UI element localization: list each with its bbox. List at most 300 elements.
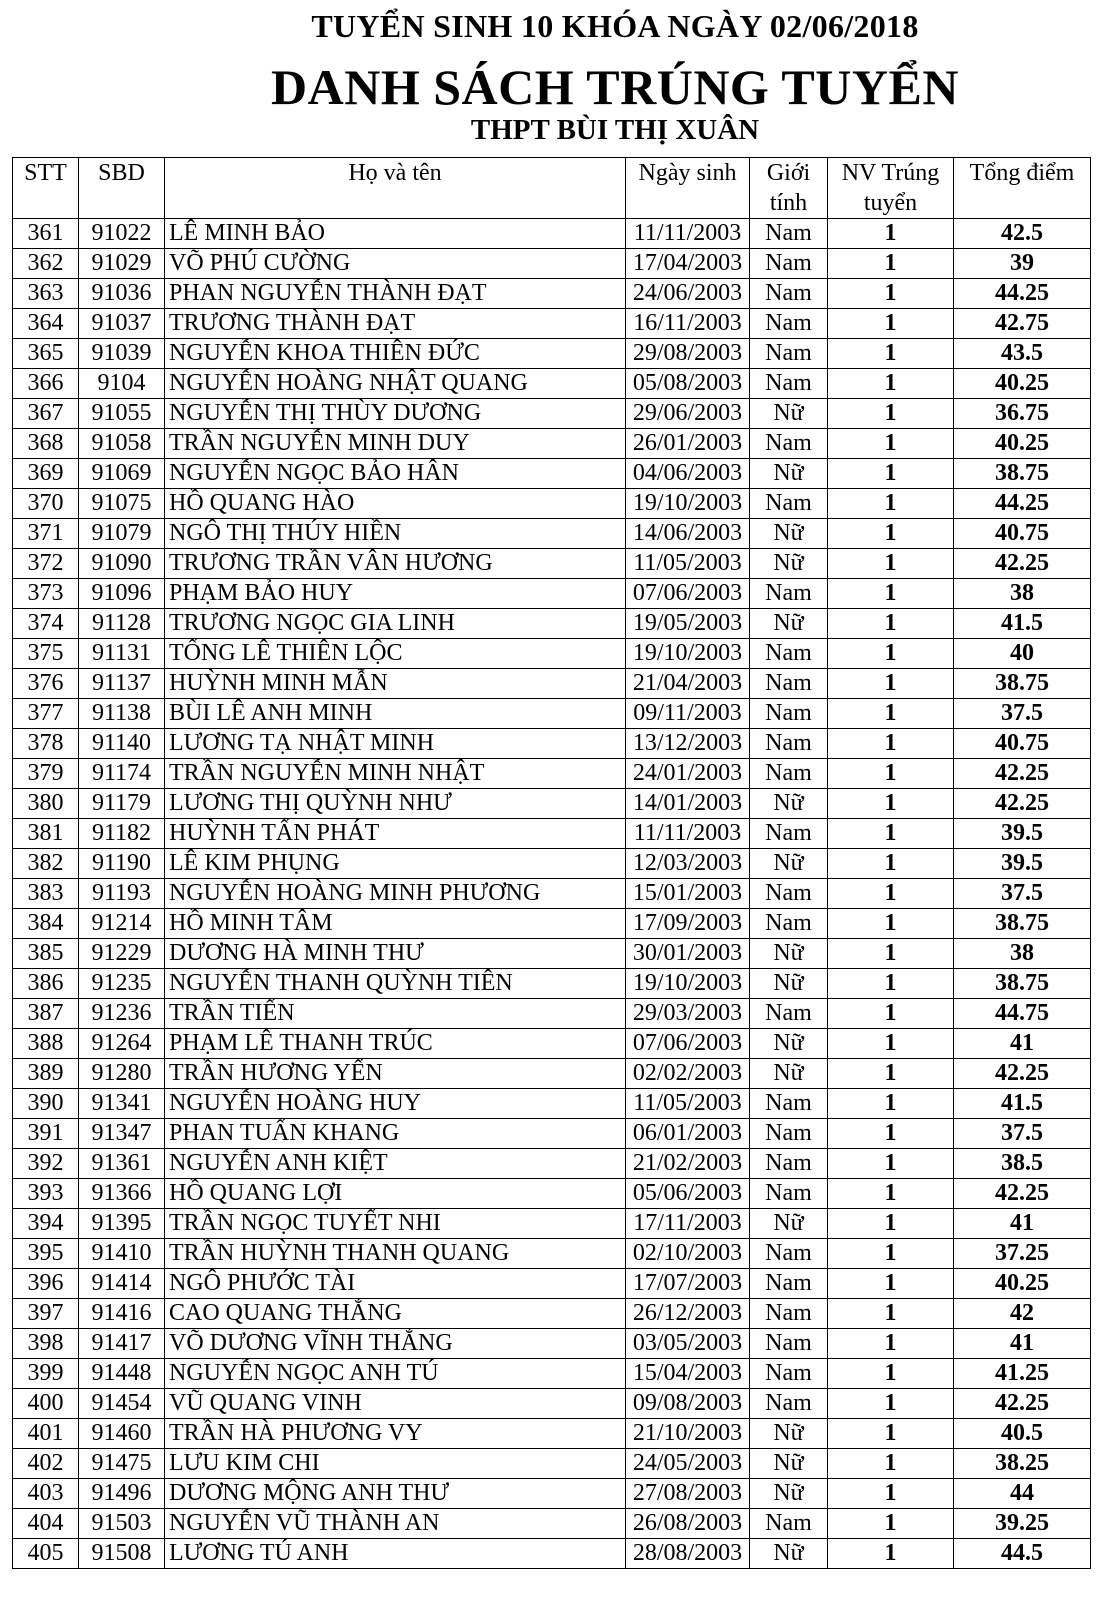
- table-row: [13, 1539, 1091, 1569]
- table-row: [13, 579, 1091, 609]
- cell-name: PHAN TUẤN KHANG: [165, 1119, 626, 1149]
- cell-sbd: 91347: [79, 1119, 165, 1149]
- cell-nv: 1: [828, 1029, 954, 1059]
- cell-name: DƯƠNG HÀ MINH THƯ: [165, 939, 626, 969]
- cell-points: 41: [954, 1209, 1091, 1239]
- cell-stt: 369: [13, 459, 79, 489]
- cell-name: TRẦN HƯƠNG YẾN: [165, 1059, 626, 1089]
- cell-stt: 361: [13, 219, 79, 249]
- cell-sbd: 91410: [79, 1239, 165, 1269]
- cell-stt: 368: [13, 429, 79, 459]
- cell-dob: 07/06/2003: [626, 579, 750, 609]
- cell-sex: Nữ: [750, 399, 828, 429]
- table-row: [13, 1239, 1091, 1269]
- cell-stt: 398: [13, 1329, 79, 1359]
- cell-sex: Nữ: [750, 1059, 828, 1089]
- cell-sbd: 91416: [79, 1299, 165, 1329]
- cell-name: BÙI LÊ ANH MINH: [165, 699, 626, 729]
- cell-dob: 11/05/2003: [626, 1089, 750, 1119]
- cell-sbd: 91058: [79, 429, 165, 459]
- cell-sex: Nam: [750, 579, 828, 609]
- cell-sex: Nam: [750, 1179, 828, 1209]
- cell-points: 44: [954, 1479, 1091, 1509]
- cell-name: VÕ DƯƠNG VĨNH THẮNG: [165, 1329, 626, 1359]
- table-row: [13, 909, 1091, 939]
- cell-sbd: 91039: [79, 339, 165, 369]
- cell-dob: 12/03/2003: [626, 849, 750, 879]
- cell-name: TRƯƠNG TRẦN VÂN HƯƠNG: [165, 549, 626, 579]
- cell-sbd: 91417: [79, 1329, 165, 1359]
- cell-points: 39.5: [954, 819, 1091, 849]
- cell-name: HỒ MINH TÂM: [165, 909, 626, 939]
- cell-sex: Nam: [750, 879, 828, 909]
- cell-dob: 19/05/2003: [626, 609, 750, 639]
- cell-sex: Nữ: [750, 609, 828, 639]
- cell-points: 37.5: [954, 1119, 1091, 1149]
- cell-stt: 382: [13, 849, 79, 879]
- cell-nv: 1: [828, 1449, 954, 1479]
- cell-stt: 387: [13, 999, 79, 1029]
- cell-stt: 375: [13, 639, 79, 669]
- cell-dob: 05/06/2003: [626, 1179, 750, 1209]
- cell-sex: Nam: [750, 729, 828, 759]
- table-row: [13, 969, 1091, 999]
- table-row: [13, 1179, 1091, 1209]
- cell-nv: 1: [828, 639, 954, 669]
- cell-nv: 1: [828, 399, 954, 429]
- cell-points: 38.75: [954, 459, 1091, 489]
- cell-dob: 05/08/2003: [626, 369, 750, 399]
- cell-dob: 19/10/2003: [626, 969, 750, 999]
- cell-nv: 1: [828, 1239, 954, 1269]
- cell-name: LÊ MINH BẢO: [165, 219, 626, 249]
- cell-nv: 1: [828, 1419, 954, 1449]
- table-row: [13, 219, 1091, 249]
- cell-sbd: 91475: [79, 1449, 165, 1479]
- table-row: [13, 1269, 1091, 1299]
- cell-sbd: 91075: [79, 489, 165, 519]
- cell-dob: 02/10/2003: [626, 1239, 750, 1269]
- cell-name: NGUYỄN HOÀNG HUY: [165, 1089, 626, 1119]
- cell-sex: Nữ: [750, 789, 828, 819]
- cell-sex: Nam: [750, 1269, 828, 1299]
- cell-sbd: 91236: [79, 999, 165, 1029]
- cell-dob: 07/06/2003: [626, 1029, 750, 1059]
- cell-nv: 1: [828, 549, 954, 579]
- cell-sex: Nam: [750, 669, 828, 699]
- cell-sex: Nam: [750, 339, 828, 369]
- cell-nv: 1: [828, 339, 954, 369]
- cell-sbd: 91131: [79, 639, 165, 669]
- cell-dob: 26/12/2003: [626, 1299, 750, 1329]
- admission-table: [12, 157, 1091, 1569]
- cell-stt: 367: [13, 399, 79, 429]
- cell-sbd: 91036: [79, 279, 165, 309]
- cell-nv: 1: [828, 1089, 954, 1119]
- cell-dob: 14/01/2003: [626, 789, 750, 819]
- column-header-sex-line2: tính: [769, 190, 808, 216]
- cell-dob: 29/08/2003: [626, 339, 750, 369]
- cell-stt: 397: [13, 1299, 79, 1329]
- cell-name: PHẠM BẢO HUY: [165, 579, 626, 609]
- cell-name: TỐNG LÊ THIÊN LỘC: [165, 639, 626, 669]
- cell-points: 39.25: [954, 1509, 1091, 1539]
- cell-sex: Nữ: [750, 1479, 828, 1509]
- cell-stt: 388: [13, 1029, 79, 1059]
- cell-sex: Nam: [750, 1509, 828, 1539]
- cell-dob: 19/10/2003: [626, 639, 750, 669]
- cell-sex: Nam: [750, 369, 828, 399]
- cell-points: 44.75: [954, 999, 1091, 1029]
- cell-nv: 1: [828, 279, 954, 309]
- cell-points: 37.5: [954, 699, 1091, 729]
- column-header-nv-line1: NV Trúng: [841, 160, 940, 186]
- cell-sex: Nữ: [750, 1539, 828, 1569]
- column-header-sex: [750, 158, 828, 219]
- cell-name: NGUYỄN NGỌC BẢO HÂN: [165, 459, 626, 489]
- cell-stt: 386: [13, 969, 79, 999]
- table-row: [13, 699, 1091, 729]
- cell-nv: 1: [828, 249, 954, 279]
- cell-stt: 405: [13, 1539, 79, 1569]
- cell-points: 38: [954, 579, 1091, 609]
- column-header-name: Họ và tên: [165, 158, 626, 219]
- table-row: [13, 1359, 1091, 1389]
- cell-nv: 1: [828, 1359, 954, 1389]
- cell-stt: 400: [13, 1389, 79, 1419]
- cell-name: LƯU KIM CHI: [165, 1449, 626, 1479]
- cell-sbd: 91460: [79, 1419, 165, 1449]
- cell-sex: Nữ: [750, 1209, 828, 1239]
- cell-name: NGÔ PHƯỚC TÀI: [165, 1269, 626, 1299]
- cell-nv: 1: [828, 579, 954, 609]
- cell-sbd: 91069: [79, 459, 165, 489]
- cell-stt: 362: [13, 249, 79, 279]
- cell-sex: Nam: [750, 1089, 828, 1119]
- cell-points: 42.25: [954, 1179, 1091, 1209]
- table-row: [13, 1029, 1091, 1059]
- cell-nv: 1: [828, 1389, 954, 1419]
- table-row: [13, 1479, 1091, 1509]
- cell-sbd: 91235: [79, 969, 165, 999]
- cell-dob: 24/05/2003: [626, 1449, 750, 1479]
- cell-points: 44.25: [954, 489, 1091, 519]
- cell-sbd: 91029: [79, 249, 165, 279]
- table-row: [13, 1389, 1091, 1419]
- cell-stt: 366: [13, 369, 79, 399]
- cell-sbd: 91264: [79, 1029, 165, 1059]
- cell-nv: 1: [828, 1299, 954, 1329]
- cell-name: VÕ PHÚ CƯỜNG: [165, 249, 626, 279]
- cell-dob: 14/06/2003: [626, 519, 750, 549]
- document-title-list: DANH SÁCH TRÚNG TUYỂN: [271, 59, 959, 115]
- cell-nv: 1: [828, 939, 954, 969]
- cell-name: NGUYỄN NGỌC ANH TÚ: [165, 1359, 626, 1389]
- cell-dob: 02/02/2003: [626, 1059, 750, 1089]
- cell-sex: Nam: [750, 489, 828, 519]
- cell-sbd: 91414: [79, 1269, 165, 1299]
- table-row: [13, 939, 1091, 969]
- cell-sex: Nam: [750, 279, 828, 309]
- cell-dob: 21/02/2003: [626, 1149, 750, 1179]
- table-row: [13, 999, 1091, 1029]
- table-row: [13, 369, 1091, 399]
- cell-sbd: 91193: [79, 879, 165, 909]
- table-row: [13, 249, 1091, 279]
- cell-stt: 403: [13, 1479, 79, 1509]
- cell-points: 41: [954, 1329, 1091, 1359]
- cell-points: 37.5: [954, 879, 1091, 909]
- cell-sbd: 91128: [79, 609, 165, 639]
- document-title-exam: TUYỂN SINH 10 KHÓA NGÀY 02/06/2018: [311, 8, 919, 44]
- cell-sex: Nam: [750, 759, 828, 789]
- cell-sex: Nam: [750, 309, 828, 339]
- cell-sex: Nam: [750, 1359, 828, 1389]
- cell-stt: 401: [13, 1419, 79, 1449]
- cell-dob: 24/06/2003: [626, 279, 750, 309]
- cell-sbd: 91096: [79, 579, 165, 609]
- cell-sex: Nam: [750, 819, 828, 849]
- cell-points: 42.75: [954, 309, 1091, 339]
- cell-nv: 1: [828, 1179, 954, 1209]
- cell-stt: 396: [13, 1269, 79, 1299]
- cell-sex: Nữ: [750, 549, 828, 579]
- table-row: [13, 339, 1091, 369]
- table-row: [13, 549, 1091, 579]
- table-row: [13, 819, 1091, 849]
- cell-points: 42.25: [954, 1059, 1091, 1089]
- table-row: [13, 459, 1091, 489]
- table-row: [13, 399, 1091, 429]
- cell-stt: 378: [13, 729, 79, 759]
- cell-name: VŨ QUANG VINH: [165, 1389, 626, 1419]
- table-row: [13, 1329, 1091, 1359]
- cell-points: 38: [954, 939, 1091, 969]
- cell-name: NGUYỄN HOÀNG NHẬT QUANG: [165, 369, 626, 399]
- cell-sbd: 91055: [79, 399, 165, 429]
- cell-dob: 15/04/2003: [626, 1359, 750, 1389]
- column-header-nv: [828, 158, 954, 219]
- cell-stt: 372: [13, 549, 79, 579]
- table-row: [13, 489, 1091, 519]
- cell-name: NGUYỄN VŨ THÀNH AN: [165, 1509, 626, 1539]
- cell-nv: 1: [828, 1059, 954, 1089]
- cell-name: HUỲNH TẤN PHÁT: [165, 819, 626, 849]
- cell-nv: 1: [828, 1479, 954, 1509]
- cell-sbd: 91341: [79, 1089, 165, 1119]
- cell-name: CAO QUANG THẮNG: [165, 1299, 626, 1329]
- cell-stt: 392: [13, 1149, 79, 1179]
- cell-sex: Nữ: [750, 519, 828, 549]
- cell-sex: Nam: [750, 909, 828, 939]
- cell-sbd: 91190: [79, 849, 165, 879]
- cell-stt: 371: [13, 519, 79, 549]
- cell-name: TRƯƠNG THÀNH ĐẠT: [165, 309, 626, 339]
- cell-dob: 29/03/2003: [626, 999, 750, 1029]
- cell-points: 42.25: [954, 789, 1091, 819]
- table-row: [13, 849, 1091, 879]
- cell-nv: 1: [828, 429, 954, 459]
- cell-stt: 365: [13, 339, 79, 369]
- cell-points: 40.25: [954, 429, 1091, 459]
- cell-nv: 1: [828, 609, 954, 639]
- cell-nv: 1: [828, 909, 954, 939]
- cell-sex: Nam: [750, 699, 828, 729]
- cell-stt: 399: [13, 1359, 79, 1389]
- cell-name: TRẦN TIẾN: [165, 999, 626, 1029]
- cell-sbd: 91138: [79, 699, 165, 729]
- cell-sex: Nữ: [750, 459, 828, 489]
- cell-name: NGUYỄN THANH QUỲNH TIÊN: [165, 969, 626, 999]
- cell-points: 38.75: [954, 969, 1091, 999]
- cell-dob: 03/05/2003: [626, 1329, 750, 1359]
- cell-dob: 17/09/2003: [626, 909, 750, 939]
- cell-points: 37.25: [954, 1239, 1091, 1269]
- cell-stt: 384: [13, 909, 79, 939]
- cell-sex: Nữ: [750, 1419, 828, 1449]
- cell-dob: 11/05/2003: [626, 549, 750, 579]
- cell-points: 42.25: [954, 549, 1091, 579]
- cell-sex: Nữ: [750, 1449, 828, 1479]
- cell-points: 41: [954, 1029, 1091, 1059]
- cell-dob: 11/11/2003: [626, 819, 750, 849]
- cell-name: TRẦN NGUYỄN MINH NHẬT: [165, 759, 626, 789]
- cell-points: 40.25: [954, 369, 1091, 399]
- cell-sbd: 91503: [79, 1509, 165, 1539]
- cell-sex: Nam: [750, 429, 828, 459]
- cell-points: 42.25: [954, 759, 1091, 789]
- cell-points: 38.75: [954, 669, 1091, 699]
- cell-sex: Nam: [750, 1389, 828, 1419]
- cell-nv: 1: [828, 1509, 954, 1539]
- cell-nv: 1: [828, 1329, 954, 1359]
- cell-sbd: 91280: [79, 1059, 165, 1089]
- table-row: [13, 309, 1091, 339]
- column-header-nv-line2: tuyển: [863, 190, 918, 216]
- table-row: [13, 1089, 1091, 1119]
- cell-sex: Nam: [750, 1149, 828, 1179]
- table-row: [13, 609, 1091, 639]
- cell-sbd: 91179: [79, 789, 165, 819]
- cell-sbd: 91448: [79, 1359, 165, 1389]
- cell-stt: 376: [13, 669, 79, 699]
- column-header-stt: STT: [13, 158, 79, 219]
- cell-dob: 26/01/2003: [626, 429, 750, 459]
- cell-dob: 30/01/2003: [626, 939, 750, 969]
- cell-points: 43.5: [954, 339, 1091, 369]
- cell-nv: 1: [828, 459, 954, 489]
- cell-stt: 402: [13, 1449, 79, 1479]
- table-row: [13, 879, 1091, 909]
- cell-dob: 11/11/2003: [626, 219, 750, 249]
- cell-nv: 1: [828, 789, 954, 819]
- cell-sex: Nam: [750, 639, 828, 669]
- table-row: [13, 1119, 1091, 1149]
- cell-sbd: 91090: [79, 549, 165, 579]
- cell-dob: 21/10/2003: [626, 1419, 750, 1449]
- cell-points: 38.25: [954, 1449, 1091, 1479]
- cell-name: LÊ KIM PHỤNG: [165, 849, 626, 879]
- cell-points: 41.25: [954, 1359, 1091, 1389]
- cell-dob: 09/08/2003: [626, 1389, 750, 1419]
- cell-name: LƯƠNG TÚ ANH: [165, 1539, 626, 1569]
- cell-points: 41.5: [954, 1089, 1091, 1119]
- cell-nv: 1: [828, 729, 954, 759]
- cell-sbd: 91214: [79, 909, 165, 939]
- cell-name: LƯƠNG TẠ NHẬT MINH: [165, 729, 626, 759]
- cell-sex: Nữ: [750, 1029, 828, 1059]
- table-row: [13, 1449, 1091, 1479]
- table-row: [13, 789, 1091, 819]
- cell-sex: Nam: [750, 249, 828, 279]
- cell-stt: 364: [13, 309, 79, 339]
- cell-points: 40.75: [954, 519, 1091, 549]
- cell-nv: 1: [828, 489, 954, 519]
- cell-points: 38.75: [954, 909, 1091, 939]
- cell-points: 42: [954, 1299, 1091, 1329]
- cell-points: 42.25: [954, 1389, 1091, 1419]
- cell-stt: 389: [13, 1059, 79, 1089]
- cell-nv: 1: [828, 849, 954, 879]
- cell-dob: 16/11/2003: [626, 309, 750, 339]
- cell-dob: 19/10/2003: [626, 489, 750, 519]
- cell-name: TRẦN NGỌC TUYẾT NHI: [165, 1209, 626, 1239]
- cell-stt: 395: [13, 1239, 79, 1269]
- table-row: [13, 1509, 1091, 1539]
- cell-stt: 385: [13, 939, 79, 969]
- cell-stt: 391: [13, 1119, 79, 1149]
- cell-dob: 27/08/2003: [626, 1479, 750, 1509]
- cell-dob: 04/06/2003: [626, 459, 750, 489]
- cell-dob: 17/07/2003: [626, 1269, 750, 1299]
- column-header-sex-line1: Giới: [766, 160, 811, 186]
- cell-sex: Nam: [750, 1239, 828, 1269]
- cell-nv: 1: [828, 1149, 954, 1179]
- column-header-dob: Ngày sinh: [626, 158, 750, 219]
- cell-stt: 374: [13, 609, 79, 639]
- cell-nv: 1: [828, 879, 954, 909]
- table-row: [13, 729, 1091, 759]
- cell-stt: 394: [13, 1209, 79, 1239]
- cell-nv: 1: [828, 759, 954, 789]
- cell-points: 44.5: [954, 1539, 1091, 1569]
- cell-nv: 1: [828, 519, 954, 549]
- cell-sbd: 91508: [79, 1539, 165, 1569]
- cell-dob: 17/04/2003: [626, 249, 750, 279]
- cell-sbd: 91140: [79, 729, 165, 759]
- cell-name: NGUYỄN ANH KIỆT: [165, 1149, 626, 1179]
- cell-points: 42.5: [954, 219, 1091, 249]
- cell-points: 36.75: [954, 399, 1091, 429]
- cell-dob: 29/06/2003: [626, 399, 750, 429]
- table-row: [13, 519, 1091, 549]
- table-row: [13, 759, 1091, 789]
- cell-dob: 21/04/2003: [626, 669, 750, 699]
- cell-nv: 1: [828, 1539, 954, 1569]
- cell-dob: 17/11/2003: [626, 1209, 750, 1239]
- cell-sbd: 91361: [79, 1149, 165, 1179]
- table-row: [13, 279, 1091, 309]
- cell-stt: 381: [13, 819, 79, 849]
- cell-sbd: 91079: [79, 519, 165, 549]
- table-row: [13, 429, 1091, 459]
- cell-stt: 370: [13, 489, 79, 519]
- cell-dob: 28/08/2003: [626, 1539, 750, 1569]
- cell-nv: 1: [828, 699, 954, 729]
- cell-sex: Nữ: [750, 849, 828, 879]
- cell-name: PHẠM LÊ THANH TRÚC: [165, 1029, 626, 1059]
- cell-sbd: 91229: [79, 939, 165, 969]
